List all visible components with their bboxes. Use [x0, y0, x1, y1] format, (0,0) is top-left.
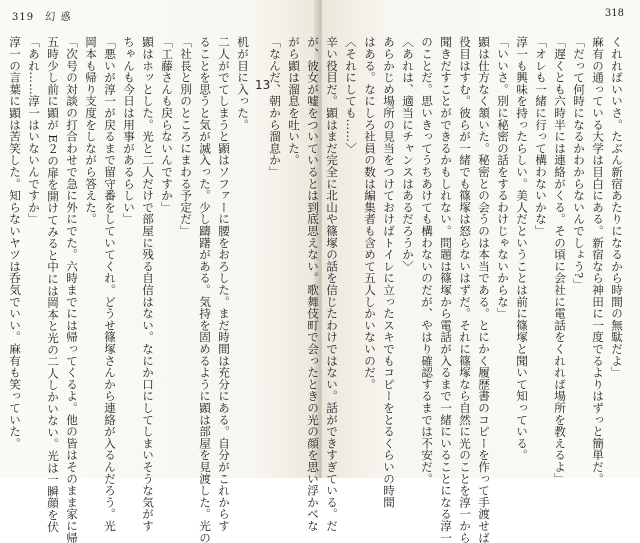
text-line: 顕は仕方なく頷いた。秘密との会うのは本当である。とにかく履歴書のコピーを作って手渡せば: [477, 36, 491, 543]
text-line: のことだ。思いきってうちあけても構わないのだが、やはり確認するまでは不安だ。: [420, 36, 434, 485]
text-line: 「工藤さんも戻らないんですか」: [160, 36, 174, 213]
text-line: 〈それにしても……〉: [344, 36, 358, 154]
text-line: 「いいさ。別に秘密の話をするわけじゃないからな」: [496, 36, 510, 320]
text-line: くれればいいさ。たぶん新宿あたりになるから時間の無駄だよ」: [610, 36, 624, 379]
text-line: が、彼女が嘘をついているとは到底思えない。歌舞伎町で会ったときの光の顔を思い浮かべな: [306, 36, 320, 532]
text-line: 〈あれは、適当にチャンスはあるだろうか〉: [401, 36, 415, 272]
text-line: 聞きだすことができるかもしれない。問題は篠塚から電話が入るまで一緒にいることになる淳一: [439, 36, 453, 543]
left-page-header: [12, 8, 71, 23]
text-line: 顕はホッとした。光と二人だけで部屋に残る自信はない。なにか口にしてしまいそうな気がす: [141, 36, 155, 532]
left-page-body: [8, 36, 252, 543]
text-line: あらかじめ場所の見当をつけておけばトイレに立ったスキでもコピーをとるくらいの時間: [382, 36, 396, 508]
text-line: 「社長と別のところにまわる予定だ」: [179, 36, 193, 237]
text-line: 「遅くとも六時半には連絡がくる。その頃に会社に電話をくれれば場所を教えるよ」: [553, 36, 567, 485]
text-line: 「悪いが淳一が戻るまで留守番をしていてくれ。どうせ篠塚さんから連絡が入るんだろう。光: [103, 36, 117, 532]
right-page: [268, 0, 640, 543]
text-line: 淳一の言葉に顕は苦笑した。知らないヤツは呑気でいい。麻有も笑っていた。: [8, 36, 22, 449]
text-line: 「次号の対談の打合わせで急に外にでた。六時までには帰ってくるよ。他の皆はそのまま家に帰: [65, 36, 79, 543]
text-line: 役目はすむ。彼らが一緒でも篠塚は怒らないはずだ。それに篠塚なら自然に光のことを淳一から: [458, 36, 472, 543]
text-line: 二人がでてしまうと顕はソファーに腰をおろした。まだ時間は充分にある。自分がこれからす: [217, 36, 231, 532]
text-line: 五時少し前に顕が E２の扉を開けてみると中には岡本と光の二人しかいない。光は一瞬顔を伏: [46, 36, 60, 533]
text-line: 「あれ……淳一はいないんですか」: [27, 36, 41, 225]
chapter-number: 13: [255, 78, 271, 92]
text-line: 岡本も帰り支度をしながら答えた。: [84, 36, 98, 225]
running-title: 幻 惑: [45, 12, 72, 23]
text-line: 「なんだ、朝から溜息か」: [268, 36, 282, 178]
text-line: 机が目に入った。: [236, 36, 250, 131]
right-page-body: [268, 36, 626, 543]
text-line: 麻有の通っている大学は目白にある。新宿なら神田に一度でるよりはずっと簡単だ。: [591, 36, 605, 485]
text-line: 「だって何時になるかわからないんでしょう?」: [572, 36, 586, 291]
left-page-number: 319: [12, 12, 35, 23]
text-line: はある。なにしろ社員の数は編集者も含めて五人しかいないのだ。: [363, 36, 377, 390]
text-line: 辛い役目だ。顕はまだ完全に北山や篠塚の話を信じたわけではない。話ができすぎている。だ: [325, 36, 339, 532]
text-line: ちゃんも今日は用事があるらしい」: [122, 36, 136, 225]
right-page-number: 318: [604, 8, 624, 19]
text-line: がら顕は溜息を吐いた。: [287, 36, 301, 166]
text-line: ることを思うと気が滅入った。少し躊躇がある。気持を固めるように顕は部屋を見渡した。光の: [198, 36, 212, 543]
text-line: 淳一も興味を持ったらしい。美人だということは前に篠塚と聞いて知っている。: [515, 36, 529, 461]
text-line: 「オレも一緒に行って構わないかな」: [534, 36, 548, 237]
